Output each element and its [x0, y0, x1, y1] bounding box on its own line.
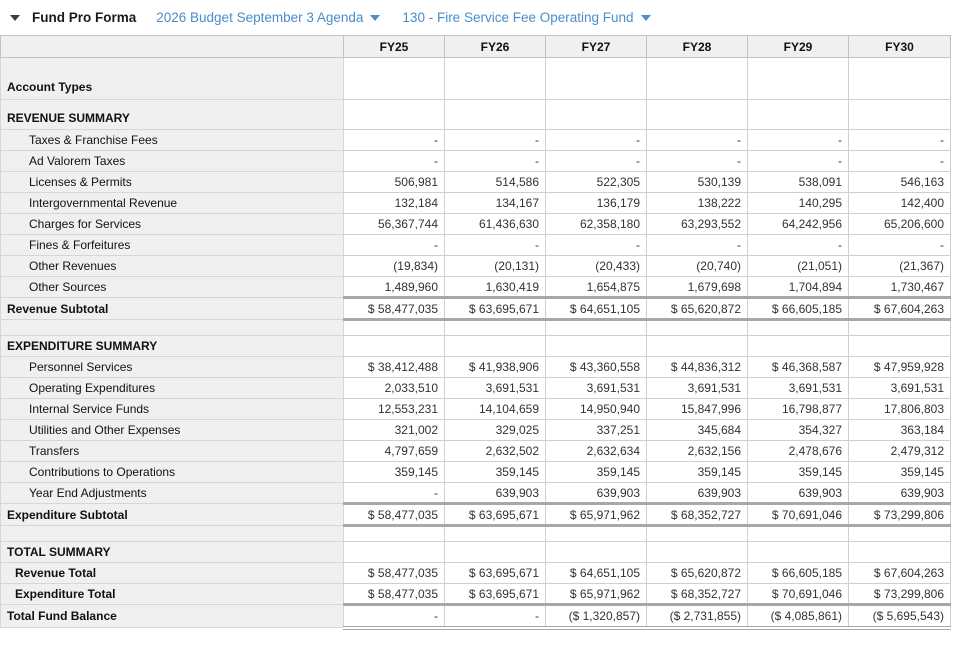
value-cell: -	[647, 235, 748, 256]
value-cell: $ 58,477,035	[344, 504, 445, 526]
value-cell: $ 68,352,727	[647, 584, 748, 605]
table-row	[1, 193, 951, 214]
value-cell: 337,251	[546, 420, 647, 441]
column-header-fy26: FY26	[445, 36, 546, 58]
value-cell: ($ 4,085,861)	[748, 605, 849, 628]
row-label: Year End Adjustments	[1, 483, 344, 504]
value-cell	[445, 58, 546, 100]
value-cell: 639,903	[748, 483, 849, 504]
row-label: TOTAL SUMMARY	[1, 542, 344, 563]
row-label: Personnel Services	[1, 357, 344, 378]
table-row	[1, 542, 951, 563]
value-cell: 2,479,312	[849, 441, 951, 462]
value-cell: 530,139	[647, 172, 748, 193]
value-cell: $ 67,604,263	[849, 563, 951, 584]
column-header-fy30: FY30	[849, 36, 951, 58]
row-label: REVENUE SUMMARY	[1, 100, 344, 130]
value-cell	[647, 58, 748, 100]
row-label: Account Types	[1, 58, 344, 100]
value-cell	[647, 336, 748, 357]
column-header-row	[1, 36, 951, 58]
table-row	[1, 420, 951, 441]
table-row	[1, 277, 951, 298]
row-label: Taxes & Franchise Fees	[1, 130, 344, 151]
value-cell	[445, 100, 546, 130]
value-cell: (20,740)	[647, 256, 748, 277]
value-cell: 56,367,744	[344, 214, 445, 235]
value-cell	[748, 526, 849, 542]
value-cell: 14,104,659	[445, 399, 546, 420]
value-cell: 2,632,634	[546, 441, 647, 462]
row-label: Other Revenues	[1, 256, 344, 277]
value-cell: 359,145	[445, 462, 546, 483]
value-cell	[445, 526, 546, 542]
value-cell: $ 63,695,671	[445, 563, 546, 584]
row-label: Other Sources	[1, 277, 344, 298]
value-cell	[445, 320, 546, 336]
pro-forma-table	[0, 35, 951, 630]
value-cell: 63,293,552	[647, 214, 748, 235]
value-cell	[748, 542, 849, 563]
value-cell: -	[445, 235, 546, 256]
value-cell	[849, 542, 951, 563]
value-cell	[546, 526, 647, 542]
value-cell: 4,797,659	[344, 441, 445, 462]
value-cell: 359,145	[849, 462, 951, 483]
value-cell: 359,145	[546, 462, 647, 483]
chevron-down-icon	[370, 15, 380, 21]
value-cell: (20,131)	[445, 256, 546, 277]
value-cell: -	[849, 235, 951, 256]
value-cell	[647, 526, 748, 542]
row-label: Contributions to Operations	[1, 462, 344, 483]
value-cell: $ 46,368,587	[748, 357, 849, 378]
collapse-caret-icon[interactable]	[10, 15, 20, 21]
value-cell: 363,184	[849, 420, 951, 441]
value-cell: 354,327	[748, 420, 849, 441]
value-cell	[546, 58, 647, 100]
value-cell: ($ 2,731,855)	[647, 605, 748, 628]
table-row	[1, 235, 951, 256]
value-cell: 15,847,996	[647, 399, 748, 420]
value-cell: 639,903	[849, 483, 951, 504]
value-cell: 1,730,467	[849, 277, 951, 298]
value-cell	[344, 526, 445, 542]
table-row	[1, 399, 951, 420]
value-cell	[344, 542, 445, 563]
row-label: Fines & Forfeitures	[1, 235, 344, 256]
value-cell: $ 70,691,046	[748, 584, 849, 605]
value-cell: 329,025	[445, 420, 546, 441]
value-cell: -	[445, 151, 546, 172]
value-cell: -	[344, 605, 445, 628]
table-row	[1, 320, 951, 336]
value-cell	[344, 100, 445, 130]
value-cell: ($ 1,320,857)	[546, 605, 647, 628]
value-cell: -	[546, 130, 647, 151]
value-cell: 2,632,156	[647, 441, 748, 462]
value-cell: (21,051)	[748, 256, 849, 277]
value-cell: $ 58,477,035	[344, 298, 445, 320]
table-row	[1, 214, 951, 235]
topbar	[0, 0, 957, 35]
value-cell: 3,691,531	[546, 378, 647, 399]
value-cell: $ 58,477,035	[344, 584, 445, 605]
row-label	[1, 526, 344, 542]
value-cell: $ 65,620,872	[647, 298, 748, 320]
row-label: Licenses & Permits	[1, 172, 344, 193]
value-cell: -	[445, 130, 546, 151]
value-cell: 538,091	[748, 172, 849, 193]
row-label: Charges for Services	[1, 214, 344, 235]
value-cell: $ 65,971,962	[546, 504, 647, 526]
value-cell	[849, 320, 951, 336]
value-cell	[546, 542, 647, 563]
table-row	[1, 563, 951, 584]
value-cell: 1,630,419	[445, 277, 546, 298]
value-cell: 2,033,510	[344, 378, 445, 399]
value-cell: $ 66,605,185	[748, 563, 849, 584]
value-cell: $ 44,836,312	[647, 357, 748, 378]
value-cell: 142,400	[849, 193, 951, 214]
value-cell: -	[748, 130, 849, 151]
value-cell: 138,222	[647, 193, 748, 214]
value-cell	[445, 542, 546, 563]
value-cell: 64,242,956	[748, 214, 849, 235]
fund-dropdown[interactable]	[402, 10, 650, 25]
table-row	[1, 462, 951, 483]
column-header-fy25: FY25	[344, 36, 445, 58]
row-label: Expenditure Subtotal	[1, 504, 344, 526]
table-row	[1, 378, 951, 399]
value-cell: $ 65,620,872	[647, 563, 748, 584]
value-cell: -	[344, 130, 445, 151]
value-cell: $ 73,299,806	[849, 584, 951, 605]
table-row	[1, 605, 951, 628]
value-cell	[748, 336, 849, 357]
column-header-fy28: FY28	[647, 36, 748, 58]
row-label: Total Fund Balance	[1, 605, 344, 628]
value-cell: -	[647, 130, 748, 151]
value-cell: $ 68,352,727	[647, 504, 748, 526]
value-cell: $ 63,695,671	[445, 584, 546, 605]
value-cell	[748, 100, 849, 130]
value-cell: $ 38,412,488	[344, 357, 445, 378]
value-cell: 359,145	[748, 462, 849, 483]
value-cell: 61,436,630	[445, 214, 546, 235]
value-cell	[546, 320, 647, 336]
value-cell: -	[546, 235, 647, 256]
value-cell: 132,184	[344, 193, 445, 214]
value-cell	[445, 336, 546, 357]
value-cell	[849, 100, 951, 130]
value-cell: -	[849, 130, 951, 151]
value-cell: 14,950,940	[546, 399, 647, 420]
value-cell: 639,903	[445, 483, 546, 504]
row-label: Transfers	[1, 441, 344, 462]
value-cell: 1,704,894	[748, 277, 849, 298]
table-row	[1, 151, 951, 172]
column-header-fy27: FY27	[546, 36, 647, 58]
value-cell	[344, 336, 445, 357]
value-cell: 140,295	[748, 193, 849, 214]
value-cell: $ 63,695,671	[445, 298, 546, 320]
table-row	[1, 357, 951, 378]
value-cell	[748, 58, 849, 100]
value-cell: 506,981	[344, 172, 445, 193]
chevron-down-icon	[641, 15, 651, 21]
value-cell: $ 67,604,263	[849, 298, 951, 320]
value-cell: 16,798,877	[748, 399, 849, 420]
value-cell: 136,179	[546, 193, 647, 214]
value-cell: -	[748, 151, 849, 172]
value-cell: $ 64,651,105	[546, 563, 647, 584]
value-cell: $ 43,360,558	[546, 357, 647, 378]
row-label: Utilities and Other Expenses	[1, 420, 344, 441]
value-cell: 345,684	[647, 420, 748, 441]
value-cell: 3,691,531	[647, 378, 748, 399]
value-cell: -	[849, 151, 951, 172]
table-row	[1, 336, 951, 357]
value-cell: (19,834)	[344, 256, 445, 277]
value-cell: 1,679,698	[647, 277, 748, 298]
value-cell: 321,002	[344, 420, 445, 441]
value-cell	[344, 58, 445, 100]
fund-label: 130 - Fire Service Fee Operating Fund	[402, 10, 634, 25]
value-cell	[546, 100, 647, 130]
value-cell: 3,691,531	[445, 378, 546, 399]
row-label: Operating Expenditures	[1, 378, 344, 399]
table-row	[1, 130, 951, 151]
value-cell	[748, 320, 849, 336]
budget-version-dropdown[interactable]	[156, 10, 380, 25]
value-cell	[849, 526, 951, 542]
value-cell: $ 63,695,671	[445, 504, 546, 526]
value-cell: (20,433)	[546, 256, 647, 277]
value-cell: -	[344, 483, 445, 504]
row-label: Expenditure Total	[1, 584, 344, 605]
value-cell: -	[748, 235, 849, 256]
value-cell: 639,903	[546, 483, 647, 504]
value-cell: 522,305	[546, 172, 647, 193]
page-title: Fund Pro Forma	[32, 10, 137, 25]
value-cell: ($ 5,695,543)	[849, 605, 951, 628]
value-cell: (21,367)	[849, 256, 951, 277]
table-row	[1, 298, 951, 320]
value-cell: 546,163	[849, 172, 951, 193]
table-row	[1, 100, 951, 130]
value-cell: $ 58,477,035	[344, 563, 445, 584]
row-label: Internal Service Funds	[1, 399, 344, 420]
row-label: Revenue Subtotal	[1, 298, 344, 320]
row-label: EXPENDITURE SUMMARY	[1, 336, 344, 357]
value-cell	[647, 320, 748, 336]
value-cell: 1,654,875	[546, 277, 647, 298]
table-row	[1, 172, 951, 193]
value-cell: $ 66,605,185	[748, 298, 849, 320]
budget-version-label: 2026 Budget September 3 Agenda	[156, 10, 364, 25]
table-row	[1, 58, 951, 100]
value-cell: $ 41,938,906	[445, 357, 546, 378]
value-cell: -	[344, 151, 445, 172]
value-cell: 134,167	[445, 193, 546, 214]
value-cell	[647, 542, 748, 563]
value-cell: 12,553,231	[344, 399, 445, 420]
value-cell: $ 65,971,962	[546, 584, 647, 605]
table-row	[1, 526, 951, 542]
column-header-fy29: FY29	[748, 36, 849, 58]
table-row	[1, 256, 951, 277]
table-row	[1, 584, 951, 605]
value-cell: 1,489,960	[344, 277, 445, 298]
value-cell: 514,586	[445, 172, 546, 193]
value-cell: $ 73,299,806	[849, 504, 951, 526]
value-cell: -	[546, 151, 647, 172]
value-cell: 2,478,676	[748, 441, 849, 462]
value-cell: 62,358,180	[546, 214, 647, 235]
value-cell	[647, 100, 748, 130]
value-cell: 2,632,502	[445, 441, 546, 462]
table-row	[1, 483, 951, 504]
value-cell	[849, 58, 951, 100]
value-cell: $ 47,959,928	[849, 357, 951, 378]
value-cell	[546, 336, 647, 357]
value-cell	[344, 320, 445, 336]
value-cell: 17,806,803	[849, 399, 951, 420]
value-cell: 359,145	[344, 462, 445, 483]
row-label	[1, 320, 344, 336]
value-cell: -	[344, 235, 445, 256]
table-row	[1, 504, 951, 526]
value-cell: 65,206,600	[849, 214, 951, 235]
value-cell: 3,691,531	[748, 378, 849, 399]
value-cell: 359,145	[647, 462, 748, 483]
value-cell: 3,691,531	[849, 378, 951, 399]
value-cell: -	[445, 605, 546, 628]
row-label: Ad Valorem Taxes	[1, 151, 344, 172]
value-cell	[849, 336, 951, 357]
row-label: Revenue Total	[1, 563, 344, 584]
row-label: Intergovernmental Revenue	[1, 193, 344, 214]
value-cell: $ 70,691,046	[748, 504, 849, 526]
value-cell: 639,903	[647, 483, 748, 504]
value-cell: -	[647, 151, 748, 172]
value-cell: $ 64,651,105	[546, 298, 647, 320]
table-row	[1, 441, 951, 462]
corner-header	[1, 36, 344, 58]
